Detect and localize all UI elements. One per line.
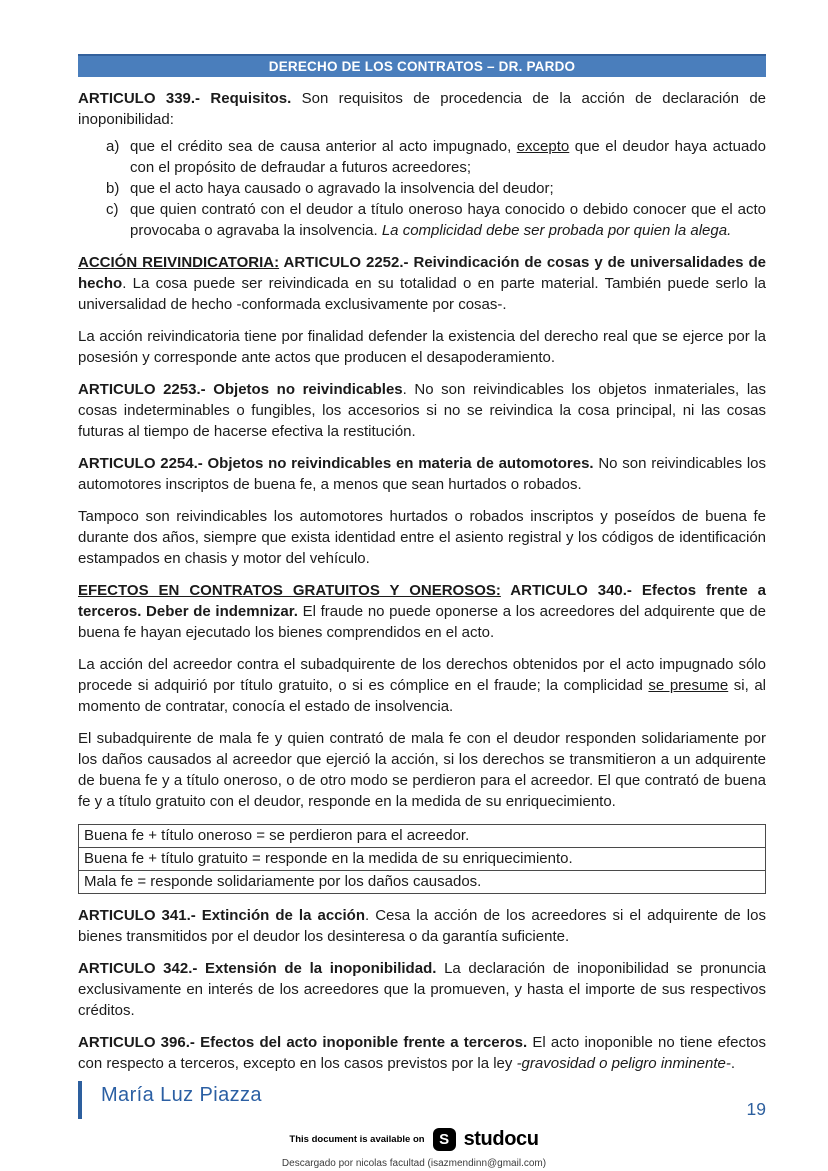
text-segment: se presume [648, 677, 729, 694]
document-content [78, 88, 766, 1074]
paragraph [78, 958, 766, 1021]
author-annotation [78, 1081, 262, 1119]
studocu-footer [0, 1128, 828, 1169]
author-accent-bar [78, 1081, 82, 1119]
list-item [106, 199, 766, 241]
table-row [79, 825, 766, 848]
paragraph [78, 88, 766, 130]
text-segment: El fraude no puede oponerse a los acreedores del adquirente que de buena fe hayan ejecutado los bienes comprendidos en el acto. [78, 603, 766, 641]
table-row [79, 871, 766, 894]
text-segment: ARTICULO 396.- Efectos del acto inoponible frente a terceros. [78, 1034, 533, 1051]
text-segment: ARTICULO 342.- Extensión de la inoponibilidad. [78, 960, 445, 977]
summary-table [78, 824, 766, 894]
paragraph [78, 728, 766, 812]
list-marker: b) [106, 180, 120, 197]
text-segment: . Cesa la acción de los acreedores si el adquirente de los bienes transmitidos por el deudor los desinteresa o da garantía suficiente. [78, 907, 766, 945]
text-segment: ARTICULO 339.- Requisitos. [78, 90, 302, 107]
text-segment: ARTICULO 2253.- Objetos no reivindicables [78, 381, 403, 398]
list-item [106, 178, 766, 199]
table-cell: Mala fe = responde solidariamente por los daños causados. [79, 871, 766, 894]
text-segment: ARTICULO 341.- Extinción de la acción [78, 907, 365, 924]
text-segment: El acto inoponible no tiene efectos con respecto a terceros, excepto en los casos previstos por la ley [78, 1034, 766, 1072]
text-segment: . [730, 1055, 736, 1072]
text-segment: Tampoco son reivindicables los automotores hurtados o robados inscriptos y poseídos de buena fe durante dos años, siempre que exista identidad entre el asiento registral y los códigos de identificación estampados en chasis y motor del vehículo. [78, 508, 766, 567]
list-item [106, 136, 766, 178]
text-segment: La acción reivindicatoria tiene por finalidad defender la existencia del derecho real que se ejerce por la posesión y corresponde ante actos que producen el desapoderamiento. [78, 328, 766, 366]
available-on-label: This document is available on [289, 1134, 425, 1145]
paragraph [78, 654, 766, 717]
studocu-logo-letter: S [439, 1131, 450, 1148]
table-cell: Buena fe + título gratuito = responde en la medida de su enriquecimiento. [79, 848, 766, 871]
studocu-wordmark: studocu [463, 1128, 539, 1150]
text-segment: ARTICULO 2254.- Objetos no reivindicables en materia de automotores. [78, 455, 599, 472]
text-segment: ARTICULO 340.- Efectos frente a terceros. Deber de indemnizar. [78, 582, 766, 620]
list-item-text [130, 199, 766, 241]
paragraph [78, 905, 766, 947]
text-segment: El subadquirente de mala fe y quien contrató de mala fe con el deudor responden solidariamente por los daños causados al acreedor que ejerció la acción, si los derechos se transmitieron a un adquirente de buena fe y a título oneroso, o de otro modo se perdieron para el acreedor. El que contrató de buena fe y a título gratuito con el deudor, responde en la medida de su enriquecimiento. [78, 730, 766, 810]
paragraph [78, 506, 766, 569]
text-segment: ARTICULO 2252.- Reivindicación de cosas y de universalidades de hecho [78, 254, 766, 292]
page-number: 19 [746, 1099, 766, 1119]
paragraph [78, 379, 766, 442]
text-segment: -gravosidad o peligro inminente- [516, 1055, 731, 1072]
paragraph [78, 580, 766, 643]
list-marker: c) [106, 201, 119, 218]
text-segment: La acción del acreedor contra el subadquirente de los derechos obtenidos por el acto impugnado sólo procede si adquirió por título gratuito, o si es cómplice en el fraude; la complicidad [78, 656, 766, 694]
ordered-list [106, 136, 766, 241]
studocu-logo-icon [433, 1128, 456, 1151]
paragraph [78, 453, 766, 495]
list-marker: a) [106, 138, 120, 155]
text-segment: ACCIÓN REIVINDICATORIA: [78, 254, 280, 271]
table-row [79, 848, 766, 871]
table-cell: Buena fe + título oneroso = se perdieron para el acreedor. [79, 825, 766, 848]
list-item-text [130, 178, 766, 199]
text-segment: que el acto haya causado o agravado la insolvencia del deudor; [130, 180, 554, 197]
text-segment: Son requisitos de procedencia de la acción de declaración de inoponibilidad: [78, 90, 766, 128]
text-segment: No son reivindicables los automotores inscriptos de buena fe, a menos que sean hurtados o robados. [78, 455, 766, 493]
text-segment: que quien contrató con el deudor a título oneroso haya conocido o debido conocer que el acto provocaba o agravaba la insolvencia. [130, 201, 766, 239]
text-segment: . La cosa puede ser reivindicada en su totalidad o en parte material. También puede serlo la universalidad de hecho -conformada exclusivamente por cosas-. [78, 275, 766, 313]
author-name: María Luz Piazza [101, 1084, 262, 1106]
paragraph [78, 1032, 766, 1074]
paragraph [78, 252, 766, 315]
text-segment: excepto [516, 138, 570, 155]
text-segment: que el deudor haya actuado con el propósito de defraudar a futuros acreedores; [130, 138, 766, 176]
paragraph [78, 326, 766, 368]
studocu-brand-row [0, 1128, 828, 1151]
document-title: DERECHO DE LOS CONTRATOS – DR. PARDO [268, 59, 576, 74]
list-item-text [130, 136, 766, 178]
text-segment: La declaración de inoponibilidad se pronuncia exclusivamente en interés de los acreedores que la promueven, y hasta el importe de sus respectivos créditos. [78, 960, 767, 1019]
page-header-bar [78, 54, 766, 77]
text-segment: si, al momento de contratar, conocía el estado de insolvencia. [78, 677, 767, 715]
text-segment: que el crédito sea de causa anterior al acto impugnado, [130, 138, 517, 155]
text-segment: . No son reivindicables los objetos inmateriales, las cosas indeterminables o fungibles, los accesorios si no se reivindica la cosa principal, ni las cosas futuras al tiempo de hacerse efectiva la restitución. [78, 381, 766, 440]
download-attribution: Descargado por nicolas facultad (isazmendinn@gmail.com) [281, 1158, 547, 1169]
text-segment: EFECTOS EN CONTRATOS GRATUITOS Y ONEROSOS: [78, 582, 501, 599]
text-segment: La complicidad debe ser probada por quien la alega. [381, 222, 732, 239]
